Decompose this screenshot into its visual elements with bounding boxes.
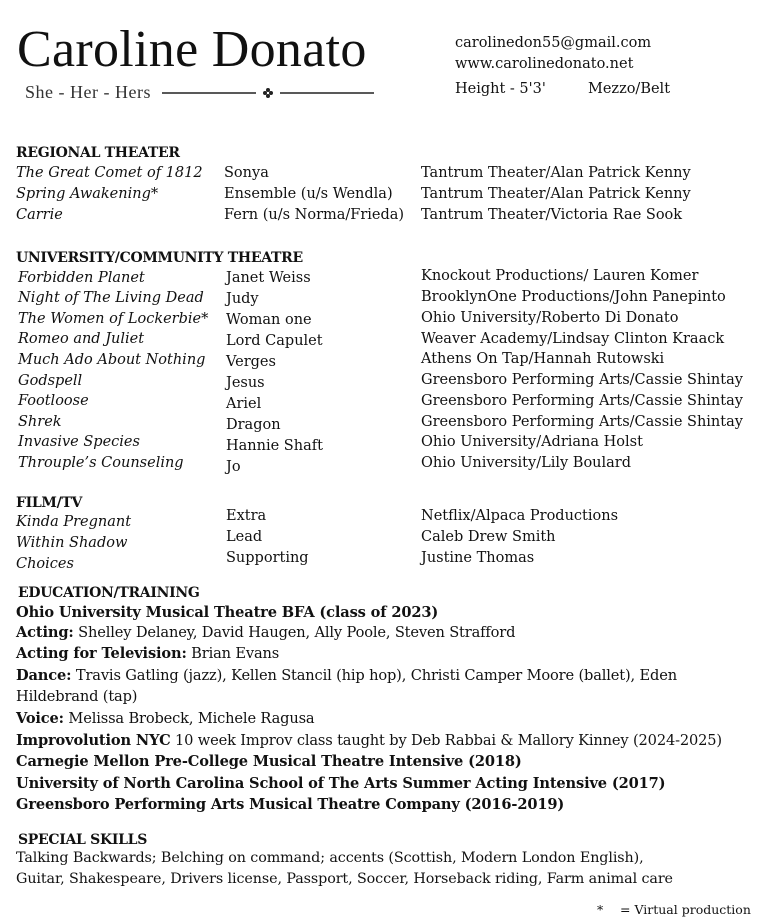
section-heading-regional: REGIONAL THEATER	[16, 145, 180, 161]
credit-company: Greensboro Performing Arts/Cassie Shintay	[421, 393, 743, 409]
credit-company: Tantrum Theater/Alan Patrick Kenny	[421, 186, 691, 202]
credit-role: Ariel	[226, 396, 262, 412]
credit-company: Ohio University/Roberto Di Donato	[421, 310, 679, 326]
education-school-text: Ohio University Musical Theatre BFA (class of 2023)	[16, 604, 439, 621]
credit-title: Spring Awakening*	[16, 186, 159, 202]
acting-teachers: Shelley Delaney, David Haugen, Ally Poole, Steven Strafford	[73, 624, 516, 641]
height-info: Height - 5'3'	[455, 81, 546, 97]
acting-label: Acting:	[16, 624, 74, 641]
section-heading-film: FILM/TV	[16, 495, 83, 511]
credit-company: BrooklynOne Productions/John Panepinto	[421, 289, 726, 305]
credit-role: Fern (u/s Norma/Frieda)	[224, 207, 405, 223]
intensive-text: Greensboro Performing Arts Musical Theatre Company (2016-2019)	[16, 796, 565, 813]
credit-role: Sonya	[224, 165, 269, 181]
credit-role: Judy	[226, 291, 259, 307]
credit-company: Ohio University/Lily Boulard	[421, 455, 632, 471]
credit-company: Tantrum Theater/Alan Patrick Kenny	[421, 165, 691, 181]
credit-company: Greensboro Performing Arts/Cassie Shintay	[421, 372, 743, 388]
credit-role: Jesus	[226, 375, 265, 391]
credit-title: Romeo and Juliet	[18, 331, 145, 347]
credit-company: Ohio University/Adriana Holst	[421, 434, 643, 450]
credit-company: Tantrum Theater/Victoria Rae Sook	[421, 207, 683, 223]
credit-role: Extra	[226, 508, 267, 524]
credit-title: Throuple’s Counseling	[18, 455, 184, 471]
name-heading: Caroline Donato	[17, 21, 367, 78]
dance-label: Dance:	[16, 667, 72, 684]
education-acting	[16, 624, 515, 641]
credit-title: Much Ado About Nothing	[18, 352, 206, 368]
flourish-divider-icon	[162, 86, 374, 100]
education-school	[16, 604, 438, 621]
credit-role: Lord Capulet	[226, 333, 323, 349]
voice-type: Mezzo/Belt	[588, 81, 671, 97]
credit-title: The Great Comet of 1812	[16, 165, 203, 181]
credit-title: Within Shadow	[16, 535, 128, 551]
credit-title: Night of The Living Dead	[18, 290, 204, 306]
credit-company: Athens On Tap/Hannah Rutowski	[421, 351, 665, 367]
credit-company: Knockout Productions/ Lauren Komer	[421, 268, 699, 284]
education-intensive	[16, 775, 665, 792]
education-voice	[16, 710, 314, 727]
credit-title: Kinda Pregnant	[16, 514, 132, 530]
television-label: Acting for Television:	[16, 645, 187, 662]
dance-teachers: Travis Gatling (jazz), Kellen Stancil (hip hop), Christi Camper Moore (ballet), Eden	[71, 667, 677, 684]
credit-role: Verges	[226, 354, 276, 370]
voice-label: Voice:	[16, 710, 64, 727]
credit-role: Janet Weiss	[226, 270, 311, 286]
education-intensive	[16, 796, 564, 813]
credit-company: Justine Thomas	[421, 550, 535, 566]
television-teachers: Brian Evans	[186, 645, 280, 662]
credit-role: Supporting	[226, 550, 309, 566]
credit-title: Footloose	[18, 393, 89, 409]
credit-title: Invasive Species	[18, 434, 140, 450]
credit-role: Jo	[226, 459, 241, 475]
email-link[interactable]: carolinedon55@gmail.com	[455, 35, 652, 51]
credit-company: Netflix/Alpaca Productions	[421, 508, 619, 524]
section-heading-education: EDUCATION/TRAINING	[18, 585, 200, 601]
skills-line: Talking Backwards; Belching on command; accents (Scottish, Modern London English),	[16, 850, 644, 866]
footnote-text: = Virtual production	[620, 902, 751, 917]
credit-role: Dragon	[226, 417, 281, 433]
credit-role: Woman one	[226, 312, 312, 328]
section-heading-university: UNIVERSITY/COMMUNITY THEATRE	[16, 250, 303, 266]
education-television	[16, 645, 279, 662]
credit-title: The Women of Lockerbie*	[18, 311, 209, 327]
pronouns: She - Her - Hers	[25, 82, 151, 102]
intensive-text: University of North Carolina School of The Arts Summer Acting Intensive (2017)	[16, 775, 666, 792]
credit-title: Choices	[16, 556, 74, 572]
improv-label: Improvolution NYC	[16, 732, 171, 749]
credit-title: Carrie	[16, 207, 63, 223]
credit-company: Greensboro Performing Arts/Cassie Shintay	[421, 414, 743, 430]
improv-details: 10 week Improv class taught by Deb Rabbai & Mallory Kinney (2024-2025)	[170, 732, 722, 749]
footnote-symbol: *	[597, 902, 604, 917]
skills-line: Guitar, Shakespeare, Drivers license, Passport, Soccer, Horseback riding, Farm animal care	[16, 871, 673, 887]
credit-company: Caleb Drew Smith	[421, 529, 556, 545]
section-heading-skills: SPECIAL SKILLS	[18, 832, 148, 848]
website-link[interactable]: www.carolinedonato.net	[455, 56, 634, 72]
credit-title: Shrek	[18, 414, 62, 430]
education-intensive	[16, 753, 522, 770]
credit-role: Hannie Shaft	[226, 438, 323, 454]
voice-teachers: Melissa Brobeck, Michele Ragusa	[63, 710, 315, 727]
intensive-text: Carnegie Mellon Pre-College Musical Theatre Intensive (2018)	[16, 753, 522, 770]
education-dance	[16, 667, 677, 684]
credit-company: Weaver Academy/Lindsay Clinton Kraack	[421, 331, 725, 347]
credit-title: Forbidden Planet	[18, 270, 145, 286]
education-improv	[16, 732, 722, 749]
credit-title: Godspell	[18, 373, 83, 389]
credit-role: Lead	[226, 529, 263, 545]
education-dance-continued: Hildebrand (tap)	[16, 688, 138, 705]
credit-role: Ensemble (u/s Wendla)	[224, 186, 393, 202]
